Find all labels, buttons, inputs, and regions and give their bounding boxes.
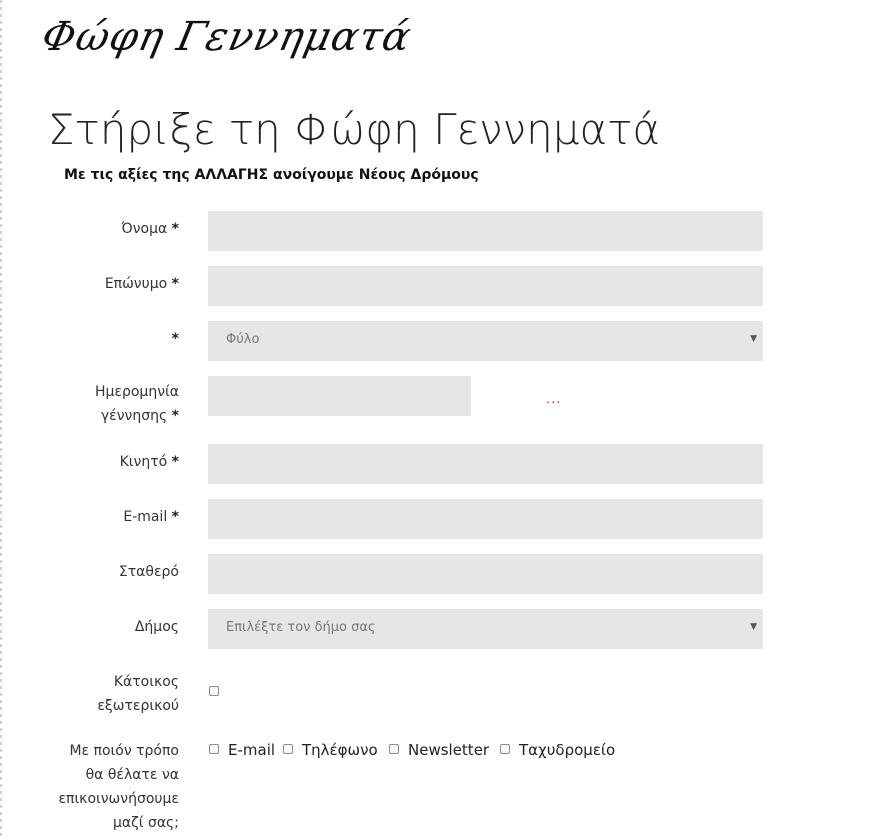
landline-label-text: Σταθερό	[118, 564, 179, 580]
first-name-label-text: Όνομα	[121, 221, 168, 237]
birth-date-label-line1: Ημερομηνία	[94, 384, 179, 400]
gender-select[interactable]	[208, 321, 763, 361]
contact-newsletter-checkbox[interactable]	[389, 744, 399, 754]
birth-date-input[interactable]	[208, 376, 471, 416]
contact-post-checkbox[interactable]	[500, 744, 510, 754]
gender-label	[39, 327, 179, 351]
contact-email-label[interactable]: E-mail	[228, 741, 276, 759]
municipality-label	[39, 615, 179, 639]
required-marker: *	[171, 276, 179, 292]
last-name-label-text: Επώνυμο	[104, 276, 168, 292]
mobile-input[interactable]	[208, 444, 763, 484]
required-marker: *	[171, 331, 179, 347]
contact-method-label-line4: μαζί σας;	[113, 815, 179, 831]
first-name-input[interactable]	[208, 211, 763, 251]
last-name-label	[39, 272, 179, 296]
birth-date-label-line2: γέννησης	[100, 408, 168, 424]
municipality-select-value: Επιλέξτε τον δήμο σας	[226, 620, 376, 635]
page-title: Στήριξε τη Φώφη Γεννηματά	[48, 105, 661, 154]
contact-phone-label[interactable]: Τηλέφωνο	[302, 741, 378, 759]
last-name-input[interactable]	[208, 266, 763, 306]
chevron-down-icon: ▼	[750, 622, 757, 632]
chevron-down-icon: ▼	[750, 334, 757, 344]
email-label	[39, 505, 179, 529]
left-border	[0, 0, 2, 840]
contact-method-label-line2: θα θέλατε να	[85, 767, 179, 783]
email-input[interactable]	[208, 499, 763, 539]
mobile-label	[39, 450, 179, 474]
required-marker: *	[171, 454, 179, 470]
contact-email-checkbox[interactable]	[209, 744, 219, 754]
abroad-label-line2: εξωτερικού	[97, 698, 179, 714]
municipality-label-text: Δήμος	[134, 619, 179, 635]
contact-post-label[interactable]: Ταχυδρομείο	[519, 741, 616, 759]
abroad-checkbox[interactable]	[209, 686, 219, 696]
landline-label	[39, 560, 179, 584]
municipality-select[interactable]	[208, 609, 763, 649]
contact-phone-checkbox[interactable]	[283, 744, 293, 754]
gender-select-value: Φύλο	[226, 332, 260, 347]
mobile-label-text: Κινητό	[119, 454, 168, 470]
required-marker: *	[171, 221, 179, 237]
contact-method-label-line3: επικοινωνήσουμε	[58, 791, 179, 807]
abroad-label-line1: Κάτοικος	[113, 674, 179, 690]
birth-date-label	[39, 380, 179, 428]
contact-method-label	[39, 739, 179, 835]
email-label-text: E-mail	[123, 509, 168, 525]
contact-newsletter-label[interactable]: Newsletter	[408, 741, 490, 759]
required-marker: *	[171, 408, 179, 424]
abroad-label	[39, 670, 179, 718]
loading-indicator: ···	[546, 396, 562, 411]
signature-logo: Φώφη Γεννηματά	[37, 14, 416, 60]
first-name-label	[39, 217, 179, 241]
landline-input[interactable]	[208, 554, 763, 594]
page-subtitle: Με τις αξίες της ΑΛΛΑΓΗΣ ανοίγουμε Νέους Δρόμους	[64, 167, 479, 183]
required-marker: *	[171, 509, 179, 525]
contact-method-label-line1: Με ποιόν τρόπο	[69, 743, 179, 759]
